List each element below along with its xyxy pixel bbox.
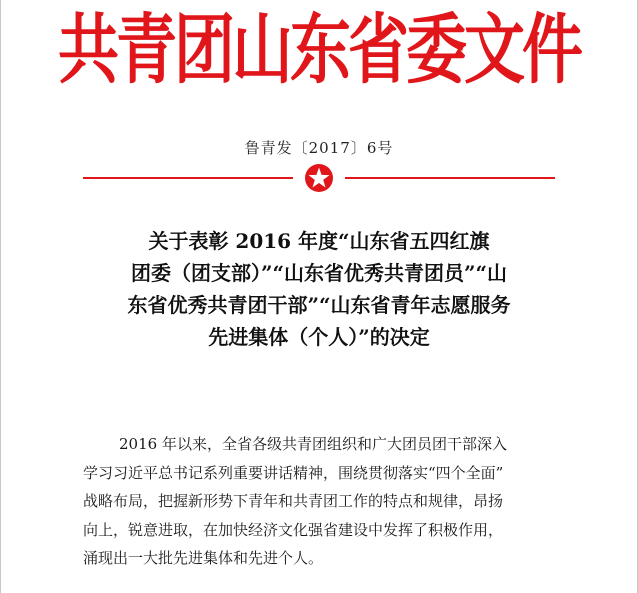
title-line: 关于表彰 2016 年度“山东省五四红旗 [148,229,490,253]
masthead [1,0,637,100]
body-line: 2016 年以来，全省各级共青团组织和广大团员团干部深入 [119,435,507,453]
body-line: 向上，锐意进取，在加快经济文化强省建设中发挥了积极作用， [83,520,504,539]
body-paragraph [83,430,557,573]
title-line: 团委（团支部）”“山东省优秀共青团员”“山 [130,261,507,285]
title-line: 东省优秀共青团干部”“山东省青年志愿服务 [127,293,511,317]
document-number: 鲁青发〔2017〕6号 [244,139,394,157]
masthead-title: 共青团山东省委文件 [57,5,580,95]
red-divider [83,164,555,194]
body-line: 学习习近平总书记系列重要讲话精神，围绕贯彻落实“四个全面” [83,463,504,482]
body-line: 涌现出一大批先进集体和先进个人。 [83,549,324,567]
star-in-circle-icon [305,164,333,192]
document-title [61,225,577,353]
body-line: 战略布局，把握新形势下青年和共青团工作的特点和规律，昂扬 [83,492,504,510]
title-line: 先进集体（个人）”的决定 [208,325,430,349]
